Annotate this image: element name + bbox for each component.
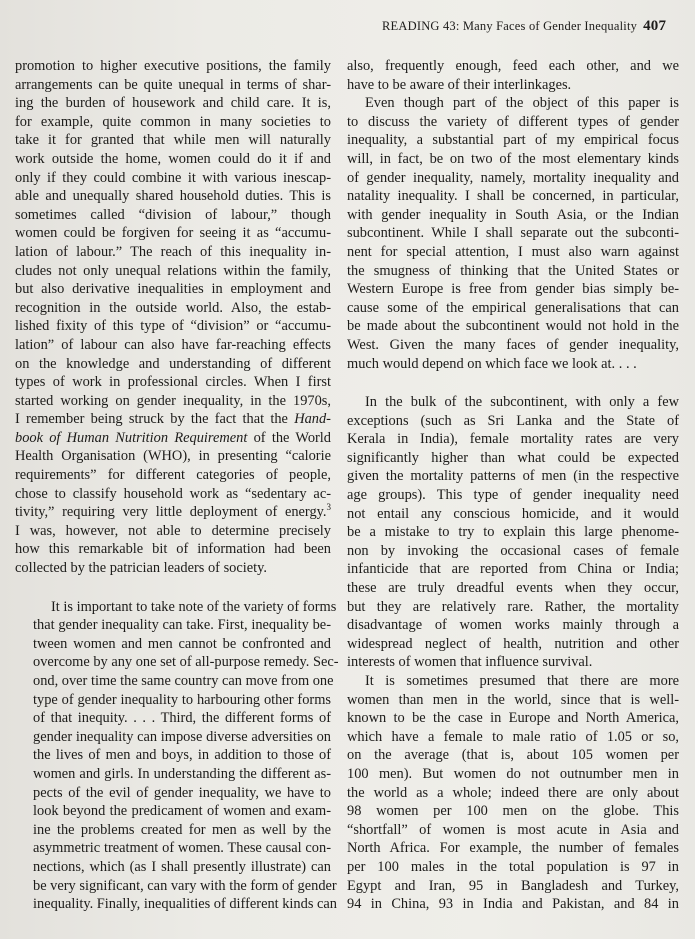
text-line: gender inequality can impose diverse adversities on [33, 728, 331, 745]
text-line: natality inequality. I shall be concerned, in particular, [347, 188, 679, 205]
text-line: infanticide that are reported from China or India; [347, 561, 679, 578]
text-line: given the mortality patterns of men (in the respective [347, 468, 679, 485]
text-line: requirements” for different categories of people, [15, 467, 331, 484]
text-line: nections, which (as I shall presently illustrate) can [33, 858, 331, 875]
text-line: women than men in the world, since that is well- [347, 691, 679, 708]
text-line: on the average (that is, about 105 women per [347, 747, 679, 764]
text-line: subcontinent. While I shall separate out the subconti- [347, 225, 679, 242]
text-line: to discuss the variety of different types of gender [347, 113, 679, 130]
right-paragraph-4 [347, 672, 679, 914]
text-line: these are truly dreadful events when they occur, [347, 580, 679, 597]
text-line: the lives of men and boys, in addition to those of [33, 747, 331, 764]
text-line: promotion to higher executive positions, the family [15, 58, 331, 74]
text-line: how this remarkable bit of information had been [15, 541, 331, 558]
text-line: nent for special attention, I must also warn against [347, 243, 679, 260]
text-line: “shortfall” of women is most acute in Asia and [347, 821, 679, 838]
text-line: 94 in China, 93 in India and Pakistan, and 84 in [347, 896, 679, 913]
text-line: ond, over time the same country can move from one [33, 673, 334, 689]
text-line: inequality. Finally, inequalities of different kinds can [33, 896, 337, 913]
footnote-marker[interactable]: 3 [326, 502, 331, 513]
text-line: which have a female to male ratio of 1.05 or so, [347, 728, 679, 745]
text-line: but also derivative inequalities in employment and [15, 281, 331, 298]
text-line: exceptions (such as Sri Lanka and the State of [347, 412, 679, 429]
text-line: It is sometimes presumed that there are more [365, 673, 679, 689]
text-line: recognition in the outside world. Also, the estab- [15, 299, 331, 316]
text-line: age groups). This type of gender inequality need [347, 487, 679, 504]
text-line: It is important to take note of the variety of forms [51, 598, 337, 615]
text-line: will, in fact, be on two of the most elementary kinds [347, 150, 679, 167]
text-line: be very significant, can vary with the form of gender [33, 877, 337, 894]
left-column [15, 57, 339, 914]
text-line: Even though part of the object of this paper is [365, 95, 679, 112]
text-line: with gender inequality in South Asia, or the Indian [347, 206, 679, 223]
text-line: the smugness of thinking that the United States or [347, 262, 679, 279]
text-line: lation” of labour can also have far-reaching effects [15, 336, 331, 353]
text-line: work outside the home, women could do it if and [15, 150, 331, 167]
text-fragment: of the World [247, 429, 332, 446]
text-fragment: tivity,” requiring very little deployment of energy. [15, 504, 327, 521]
text-line: Health Organisation (WHO), in presenting “calorie [15, 448, 331, 465]
text-line: lished fixity of this type of “division” or “accumu- [15, 318, 331, 335]
text-line: non by invoking the occasional cases of female [347, 542, 679, 559]
text-line: sometimes called “division of labour,” though [15, 206, 331, 223]
right-paragraph-1 [347, 57, 679, 94]
right-paragraph-2 [347, 94, 679, 373]
text-line: Egypt and Iran, 95 in Bangladesh and Turkey, [347, 877, 679, 894]
text-line: on the knowledge and understanding of different [15, 355, 331, 372]
running-title: READING 43: Many Faces of Gender Inequality [382, 19, 638, 33]
text-line: significantly higher than what could be expected [347, 449, 679, 466]
text-line: type of gender inequality to harbouring other forms [33, 691, 331, 708]
text-line: of gender inequality, namely, mortality inequality and [347, 169, 679, 186]
text-line: disadvantage of women works mainly through a [347, 617, 679, 634]
text-line: women could be forgiven for seeing it as “accumu- [15, 225, 331, 242]
text-line: per 100 males in the total population is 97 in [347, 858, 679, 875]
text-line [15, 503, 331, 522]
text-line: that gender inequality can take. First, inequality be- [33, 617, 331, 634]
text-line: chose to classify household work as “sedentary ac- [15, 485, 331, 502]
text-line: the world as a whole; indeed there are only about [347, 784, 679, 801]
text-line [15, 410, 331, 429]
text-line: ine the problems created for men as well by the [33, 821, 331, 838]
running-head [382, 18, 672, 35]
text-line: much would depend on which face we look at. . . . [347, 355, 637, 372]
text-line: 100 men). But women do not outnumber men in [347, 765, 679, 782]
text-line: have to be aware of their interlinkages. [347, 76, 572, 93]
text-line: also, frequently enough, feed each other, and we [347, 58, 679, 74]
text-fragment: I remember being struck by the fact that the [15, 411, 288, 428]
text-line: West. Given the many faces of gender inequality, [347, 336, 679, 353]
text-line: Kerala in India), female mortality rates are very [347, 431, 679, 448]
text-line: women and girls. In understanding the different as- [33, 765, 331, 782]
text-line: for example, quite common in many societies to [15, 113, 331, 130]
book-title-italic: book of Human Nutrition Requirement [15, 429, 248, 446]
left-paragraph-1 [15, 57, 331, 578]
book-title-italic: Hand- [294, 411, 331, 428]
text-line: I was, however, not able to determine precisely [15, 522, 331, 539]
text-line: of that inequity. . . . Third, the different forms of [33, 710, 331, 727]
text-line: started working on gender inequality, in the 1970s, [15, 392, 331, 409]
text-line: able and unequally shared household duties. This is [15, 188, 331, 205]
text-line: cause some of the empirical generalisations that can [347, 299, 679, 316]
text-line [15, 429, 331, 448]
text-line: collected by the patrician leaders of society. [15, 560, 267, 577]
text-line: not entail any conscious homicide, and it would [347, 505, 679, 522]
text-line: interests of women that influence survival. [347, 654, 593, 671]
text-line: Western Europe is free from gender bias simply be- [347, 281, 679, 298]
text-line: inequality, a substantial part of my empirical focus [347, 132, 679, 149]
left-paragraph-2 [15, 598, 339, 914]
text-line: asymmetric treatment of women. These causal con- [33, 840, 331, 857]
text-line: 98 women per 100 men on the globe. This [347, 803, 679, 820]
right-column [347, 57, 679, 914]
text-line: pects of the evil of gender inequality, we have to [33, 784, 331, 801]
text-line: known to be the case in Europe and North America, [347, 710, 679, 727]
text-line: overcome by any one set of all-purpose remedy. Sec- [33, 654, 339, 671]
text-line: look beyond the predicament of women and exam- [33, 803, 331, 820]
text-line: tween women and men cannot be confronted and [33, 635, 331, 652]
text-line: cludes not only unequal relations within the family, [15, 262, 331, 279]
text-line: ing the burden of housework and child care. It is, [15, 95, 331, 112]
text-line: arrangements can be quite unequal in terms of shar- [15, 76, 331, 93]
text-line: widespread neglect of health, nutrition and other [347, 635, 679, 652]
text-line: be a mistake to try to explain this large phenome- [347, 524, 679, 541]
text-line: take it for granted that while men will naturally [15, 132, 331, 149]
page-number: 407 [643, 18, 667, 34]
text-line: be made about the subcontinent would not hold in the [347, 318, 679, 335]
text-line: but they are relatively rare. Rather, the mortality [347, 598, 679, 615]
text-line: types of work in professional circles. When I first [15, 374, 331, 391]
text-line: North Africa. For example, the number of females [347, 840, 679, 857]
text-line: lation of labour.” The reach of this inequality in- [15, 243, 331, 260]
right-paragraph-3 [347, 393, 679, 672]
text-line: only if they could combine it with various inescap- [15, 169, 331, 186]
text-line: In the bulk of the subcontinent, with only a few [365, 394, 679, 411]
